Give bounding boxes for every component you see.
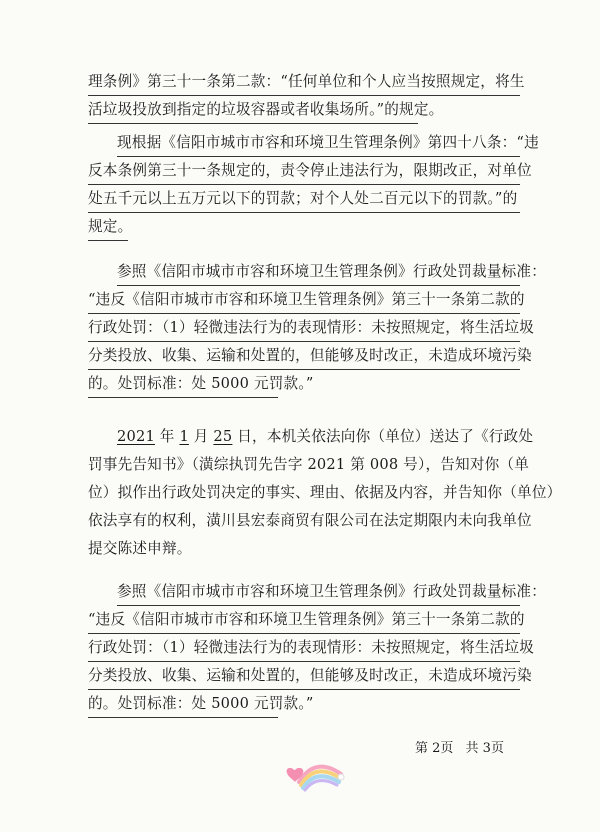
paragraph-2	[88, 129, 539, 241]
text-line: 理条例》第三十一条第二款：“任何单位和个人应当按照规定，将生	[88, 68, 520, 96]
text-line: 分类投放、收集、运输和处置的，但能够及时改正，未造成环境污染	[88, 342, 520, 370]
rainbow-heart-sticker-icon	[285, 752, 345, 792]
page-number: 第 2页	[415, 741, 454, 756]
page-total: 共 3页	[465, 741, 504, 756]
text-line: 位）拟作出行政处罚决定的事实、理由、依据及内容，并告知你（单位）	[88, 484, 562, 501]
text-line: 活垃圾投放到指定的垃圾容器或者收集场所。”的规定。	[88, 96, 418, 124]
text-line: 的。处罚标准：处 5000 元罚款。”	[88, 690, 278, 718]
page-footer	[415, 737, 512, 756]
text-line: 处五千元以上五万元以下的罚款；对个人处二百元以下的罚款。”的	[88, 185, 520, 213]
text-line: 反本条例第三十一条规定的，责令停止违法行为，限期改正，对单位	[88, 157, 520, 185]
text-line: 参照《信阳市城市市容和环境卫生管理条例》行政处罚裁量标准：	[117, 258, 520, 286]
date-month: 1	[179, 428, 189, 445]
text-line: 罚事先告知书》（潢综执罚先告字 2021 第 008 号），告知对你（单	[88, 456, 529, 473]
date-year: 2021	[117, 428, 155, 445]
text-line: 参照《信阳市城市市容和环境卫生管理条例》行政处罚裁量标准：	[117, 578, 520, 606]
text-line: 分类投放、收集、运输和处置的，但能够及时改正，未造成环境污染	[88, 662, 520, 690]
paragraph-3	[88, 258, 547, 398]
text-line: 行政处罚：（1）轻微违法行为的表现情形：未按照规定，将生活垃圾	[88, 314, 520, 342]
paragraph-5	[88, 578, 547, 718]
text-line: “违反《信阳市城市市容和环境卫生管理条例》第三十一条第二款的	[88, 606, 520, 634]
paragraph-1	[88, 68, 525, 124]
text-line: “违反《信阳市城市市容和环境卫生管理条例》第三十一条第二款的	[88, 286, 520, 314]
text-line: 的。处罚标准：处 5000 元罚款。”	[88, 370, 278, 398]
text-line: 现根据《信阳市城市市容和环境卫生管理条例》第四十八条：“违	[117, 129, 520, 157]
text-line: 行政处罚：（1）轻微违法行为的表现情形：未按照规定，将生活垃圾	[88, 634, 520, 662]
date-day: 25	[213, 428, 233, 445]
paragraph-4	[88, 423, 562, 563]
text-line: 依法享有的权利，潢川县宏泰商贸有限公司在法定期限内未向我单位	[88, 512, 532, 529]
text-line-intro: 2021 年 1 月 25 日，本机关依法向你（单位）送达了《行政处	[117, 428, 534, 445]
text-line: 提交陈述申辩。	[88, 540, 192, 557]
text-line: 规定。	[88, 213, 128, 241]
